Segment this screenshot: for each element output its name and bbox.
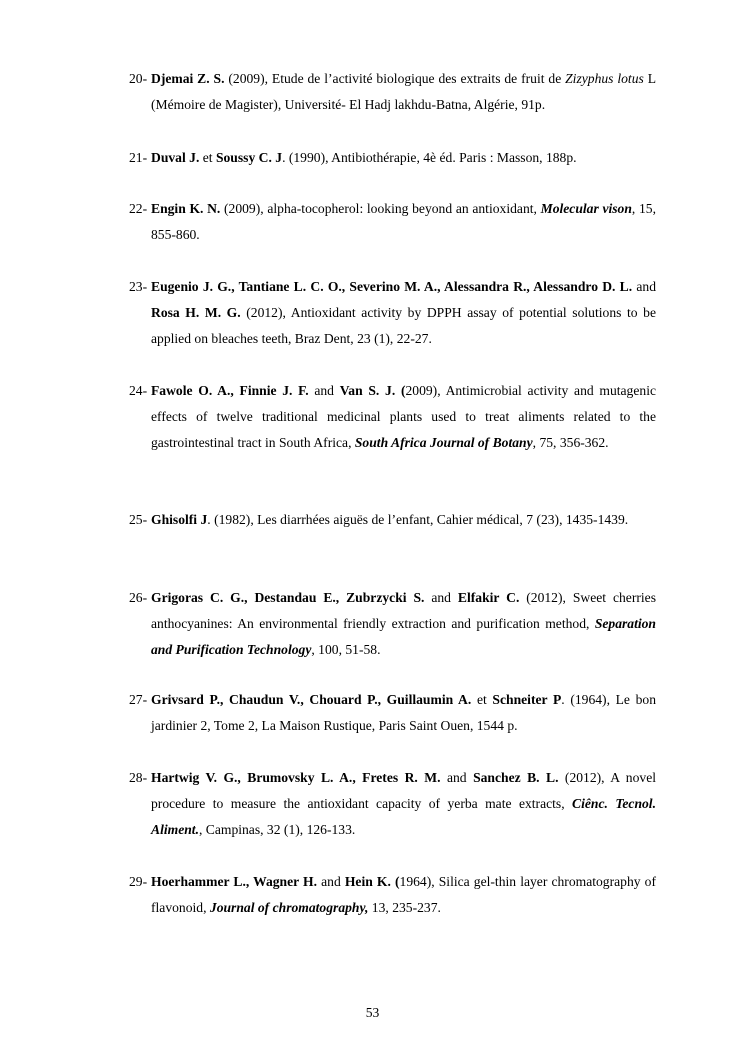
reference-text-segment: (2009), Etude de l’activité biologique des extraits de fruit de (224, 71, 566, 86)
reference-text-segment: . (1964), Le bon jardinier 2, Tome 2, La Maison Rustique, Paris Saint Ouen, 1544 p. (151, 692, 657, 733)
reference-entry (129, 145, 656, 171)
reference-text-segment: . (1982), Les diarrhées aiguës de l’enfant, Cahier médical, 7 (23), 1435-1439. (207, 512, 629, 527)
reference-text (151, 687, 656, 739)
reference-italic-segment: Zizyphus lotus (565, 71, 644, 86)
reference-author: Hoerhammer L., Wagner H. (151, 874, 317, 889)
reference-author: Sanchez B. L. (473, 770, 559, 785)
reference-text (151, 378, 656, 456)
reference-text (151, 585, 656, 663)
page-number: 53 (365, 1005, 380, 1020)
reference-author: Eugenio J. G., Tantiane L. C. O., Severino M. A., Alessandra R., Alessandro D. L. (151, 279, 633, 294)
reference-author: Engin K. N. (151, 201, 221, 216)
reference-number: 24- (129, 383, 148, 398)
reference-number: 23- (129, 279, 148, 294)
reference-text (151, 196, 656, 248)
reference-entry (129, 765, 656, 843)
reference-author: Elfakir C. (457, 590, 520, 605)
reference-text-segment: (2012), Antioxidant activity by DPPH assay of potential solutions to be applied on bleaches teeth, Braz Dent, 23 (1), 22-27. (151, 305, 656, 346)
reference-text (151, 274, 656, 352)
reference-text (151, 869, 656, 921)
reference-number: 20- (129, 71, 148, 86)
reference-text-segment: (2009), alpha-tocopherol: looking beyond an antioxidant, (220, 201, 541, 216)
reference-text-segment: , 75, 356-362. (532, 435, 609, 450)
reference-number: 26- (129, 590, 148, 605)
reference-text-segment: . (1990), Antibiothérapie, 4è éd. Paris : Masson, 188p. (282, 150, 577, 165)
reference-text-segment: and (440, 770, 474, 785)
reference-entry (129, 687, 656, 739)
reference-author: Ghisolfi J (151, 512, 208, 527)
reference-text-segment: et (471, 692, 493, 707)
reference-author: Duval J. (151, 150, 200, 165)
reference-text (151, 507, 656, 533)
reference-text-segment: and (632, 279, 656, 294)
reference-entry (129, 196, 656, 248)
reference-author: Schneiter P (492, 692, 562, 707)
reference-text-segment: 2009), Antimicrobial activity and mutagenic effects of twelve traditional medicinal plants used to treat aliments related to the gastrointestinal tract in South Africa, (151, 383, 656, 450)
reference-text-segment: 1964), Silica gel-thin layer chromatography of flavonoid, (151, 874, 656, 915)
reference-entry (129, 274, 656, 352)
reference-text-segment: , 15, 855-860. (151, 201, 657, 242)
reference-text (151, 765, 656, 843)
reference-text-segment: (2012), Sweet cherries anthocyanines: An environmental friendly extraction and purification method, (151, 590, 656, 631)
reference-entry (129, 585, 656, 663)
reference-text-segment: and (424, 590, 458, 605)
reference-journal: Journal of chromatography, (209, 900, 369, 915)
reference-text (151, 66, 656, 118)
reference-text-segment: , Campinas, 32 (1), 126-133. (198, 822, 356, 837)
reference-number: 27- (129, 692, 148, 707)
reference-author: Fawole O. A., Finnie J. F. (151, 383, 309, 398)
reference-entry (129, 378, 656, 456)
reference-journal: Separation and Purification Technology (151, 616, 656, 657)
reference-number: 22- (129, 201, 148, 216)
reference-text-segment: 13, 235-237. (368, 900, 441, 915)
reference-text-segment: (2012), A novel procedure to measure the antioxidant capacity of yerba mate extracts, (151, 770, 656, 811)
reference-author: Djemai Z. S. (151, 71, 225, 86)
reference-author: Soussy C. J (215, 150, 283, 165)
reference-entry (129, 507, 656, 533)
reference-author: Hein K. ( (344, 874, 400, 889)
reference-journal: South Africa Journal of Botany (354, 435, 533, 450)
reference-journal: Molecular vison (540, 201, 632, 216)
reference-text-segment: , 100, 51-58. (311, 642, 381, 657)
reference-author: Grigoras C. G., Destandau E., Zubrzycki S. (151, 590, 425, 605)
reference-entry (129, 869, 656, 921)
reference-text-segment: and (308, 383, 340, 398)
reference-journal: Ciênc. Tecnol. Aliment. (151, 796, 656, 837)
reference-entry (129, 66, 656, 118)
reference-author: Van S. J. ( (339, 383, 406, 398)
reference-number: 29- (129, 874, 148, 889)
reference-number: 25- (129, 512, 148, 527)
reference-text-segment: et (199, 150, 216, 165)
reference-text-segment: L (Mémoire de Magister), Université- El Hadj lakhdu-Batna, Algérie, 91p. (151, 71, 656, 112)
reference-text (151, 145, 656, 171)
reference-author: Hartwig V. G., Brumovsky L. A., Fretes R. M. (151, 770, 441, 785)
reference-number: 21- (129, 150, 148, 165)
reference-number: 28- (129, 770, 148, 785)
reference-author: Grivsard P., Chaudun V., Chouard P., Guillaumin A. (151, 692, 472, 707)
reference-author: Rosa H. M. G. (151, 305, 241, 320)
reference-text-segment: and (317, 874, 345, 889)
